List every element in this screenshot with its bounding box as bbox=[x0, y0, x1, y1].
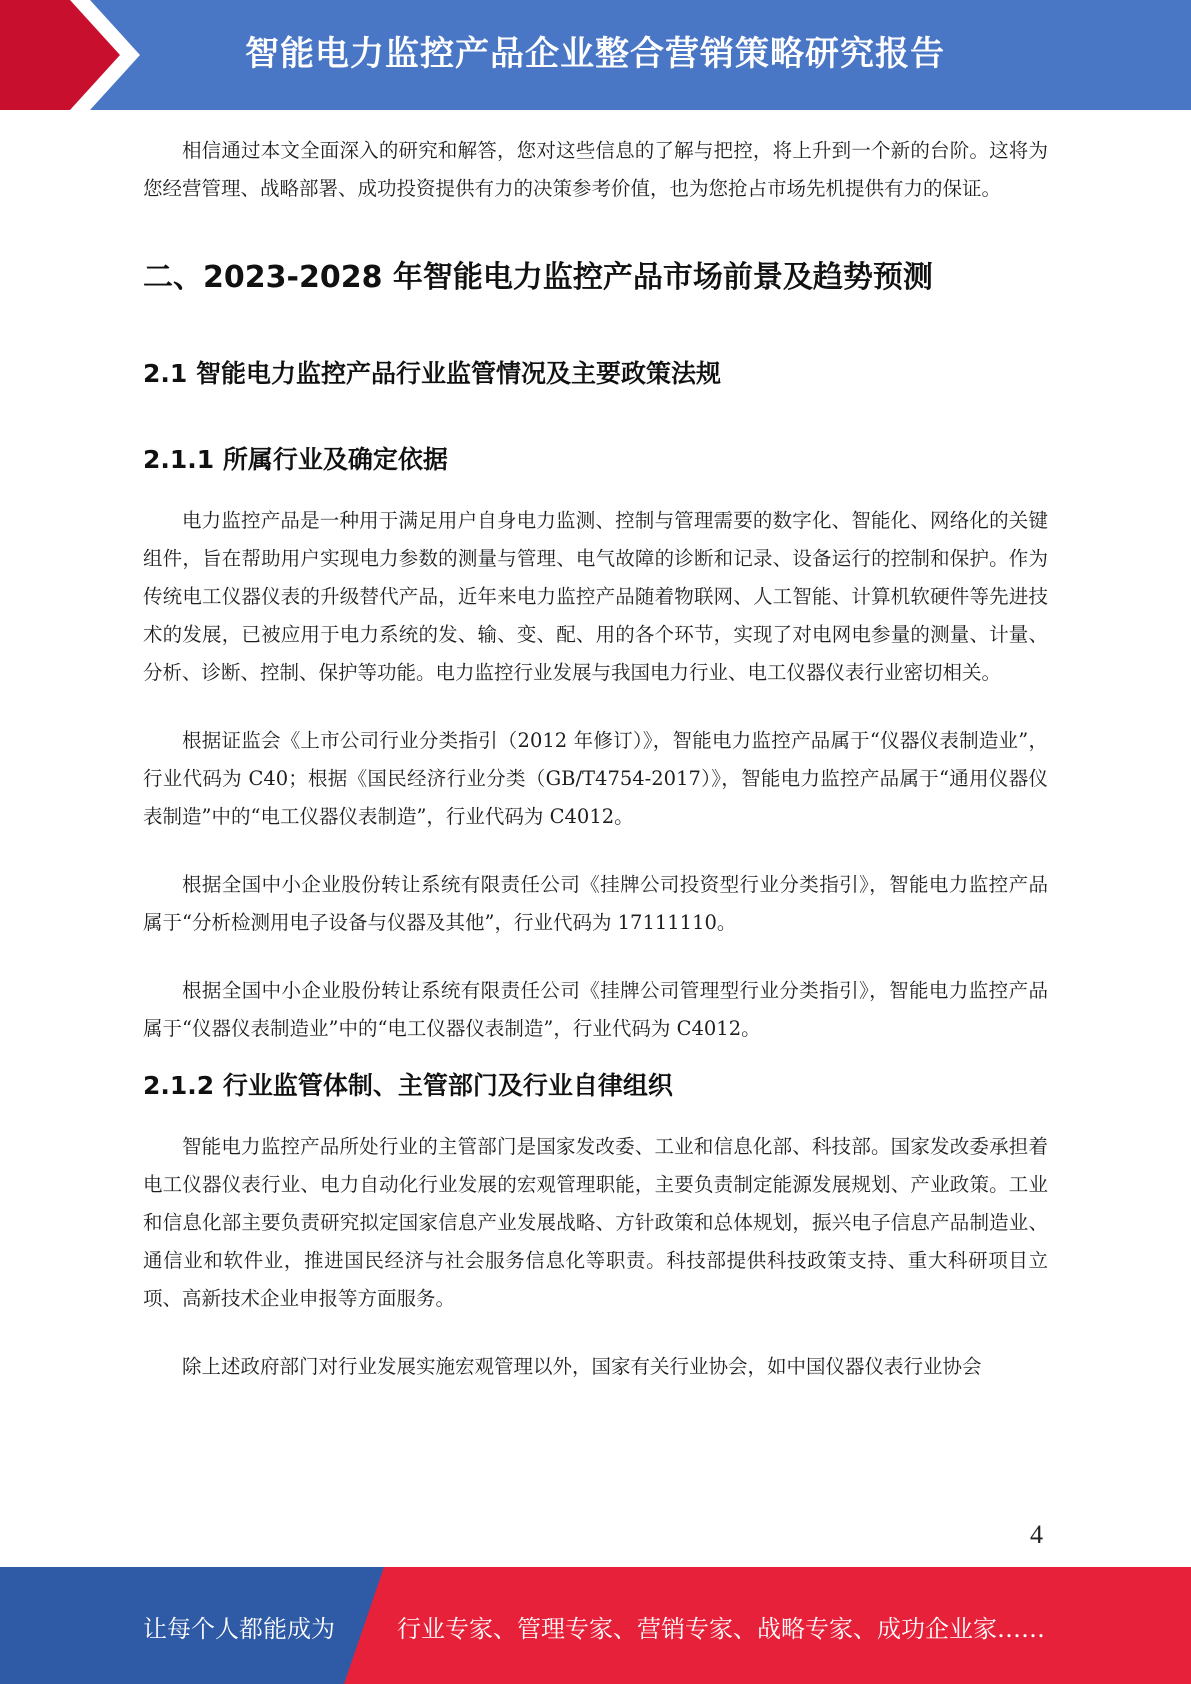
paragraph-2-1-2-b: 除上述政府部门对行业发展实施宏观管理以外，国家有关行业协会，如中国仪器仪表行业协会 bbox=[182, 1355, 982, 1378]
paragraph-2-1-2-a: 智能电力监控产品所处行业的主管部门是国家发改委、工业和信息化部、科技部。国家发改委承担着电工仪器仪表行业、电力自动化行业发展的宏观管理职能，主要负责制定能源发展规划、产业政策。工业和信息化部主要负责研究拟定国家信息产业发展战略、方针政策和总体规划，振兴电子信息产品制造业、通信业和软件业，推进国民经济与社会服务信息化等职责。科技部提供科技政策支持、重大科研项目立项、高新技术企业申报等方面服务。 bbox=[143, 1135, 1048, 1310]
paragraph-2-1-1-c: 根据全国中小企业股份转让系统有限责任公司《挂牌公司投资型行业分类指引》，智能电力监控产品属于“分析检测用电子设备与仪器及其他”，行业代码为 17111110。 bbox=[143, 873, 1048, 934]
footer-slogan-left: 让每个人都能成为 bbox=[143, 1615, 335, 1643]
footer-slogan-right: 行业专家、管理专家、营销专家、战略专家、成功企业家…… bbox=[397, 1615, 1045, 1643]
header-red-arrow-decoration bbox=[0, 0, 140, 110]
document-body bbox=[143, 132, 1048, 1386]
intro-paragraph: 相信通过本文全面深入的研究和解答，您对这些信息的了解与把控，将上升到一个新的台阶。这将为您经营管理、战略部署、成功投资提供有力的决策参考价值，也为您抢占市场先机提供有力的保证。 bbox=[143, 139, 1048, 200]
paragraph-2-1-1-a: 电力监控产品是一种用于满足用户自身电力监测、控制与管理需要的数字化、智能化、网络化的关键组件，旨在帮助用户实现电力参数的测量与管理、电气故障的诊断和记录、设备运行的控制和保护。作为传统电工仪器仪表的升级替代产品，近年来电力监控产品随着物联网、人工智能、计算机软硬件等先进技术的发展，已被应用于电力系统的发、输、变、配、用的各个环节，实现了对电网电参量的测量、计量、分析、诊断、控制、保护等功能。电力监控行业发展与我国电力行业、电工仪器仪表行业密切相关。 bbox=[143, 509, 1048, 684]
report-title: 智能电力监控产品企业整合营销策略研究报告 bbox=[245, 34, 945, 74]
paragraph-2-1-1-d: 根据全国中小企业股份转让系统有限责任公司《挂牌公司管理型行业分类指引》，智能电力监控产品属于“仪器仪表制造业”中的“电工仪器仪表制造”，行业代码为 C4012。 bbox=[143, 979, 1048, 1040]
section-2-1-heading: 2.1 智能电力监控产品行业监管情况及主要政策法规 bbox=[143, 359, 721, 388]
paragraph-2-1-1-b: 根据证监会《上市公司行业分类指引（2012 年修订）》，智能电力监控产品属于“仪器仪表制造业”，行业代码为 C40；根据《国民经济行业分类（GB/T4754-2017）》，智能电力监控产品属于“通用仪器仪表制造”中的“电工仪器仪表制造”，行业代码为 C4012。 bbox=[143, 729, 1048, 828]
page-footer bbox=[0, 1567, 1191, 1684]
page-header bbox=[0, 0, 1191, 110]
section-2-1-1-heading: 2.1.1 所属行业及确定依据 bbox=[143, 445, 448, 474]
section-2-1-2-heading: 2.1.2 行业监管体制、主管部门及行业自律组织 bbox=[143, 1071, 673, 1100]
page-number: 4 bbox=[1030, 1520, 1043, 1549]
section-2-heading: 二、2023-2028 年智能电力监控产品市场前景及趋势预测 bbox=[143, 260, 933, 295]
